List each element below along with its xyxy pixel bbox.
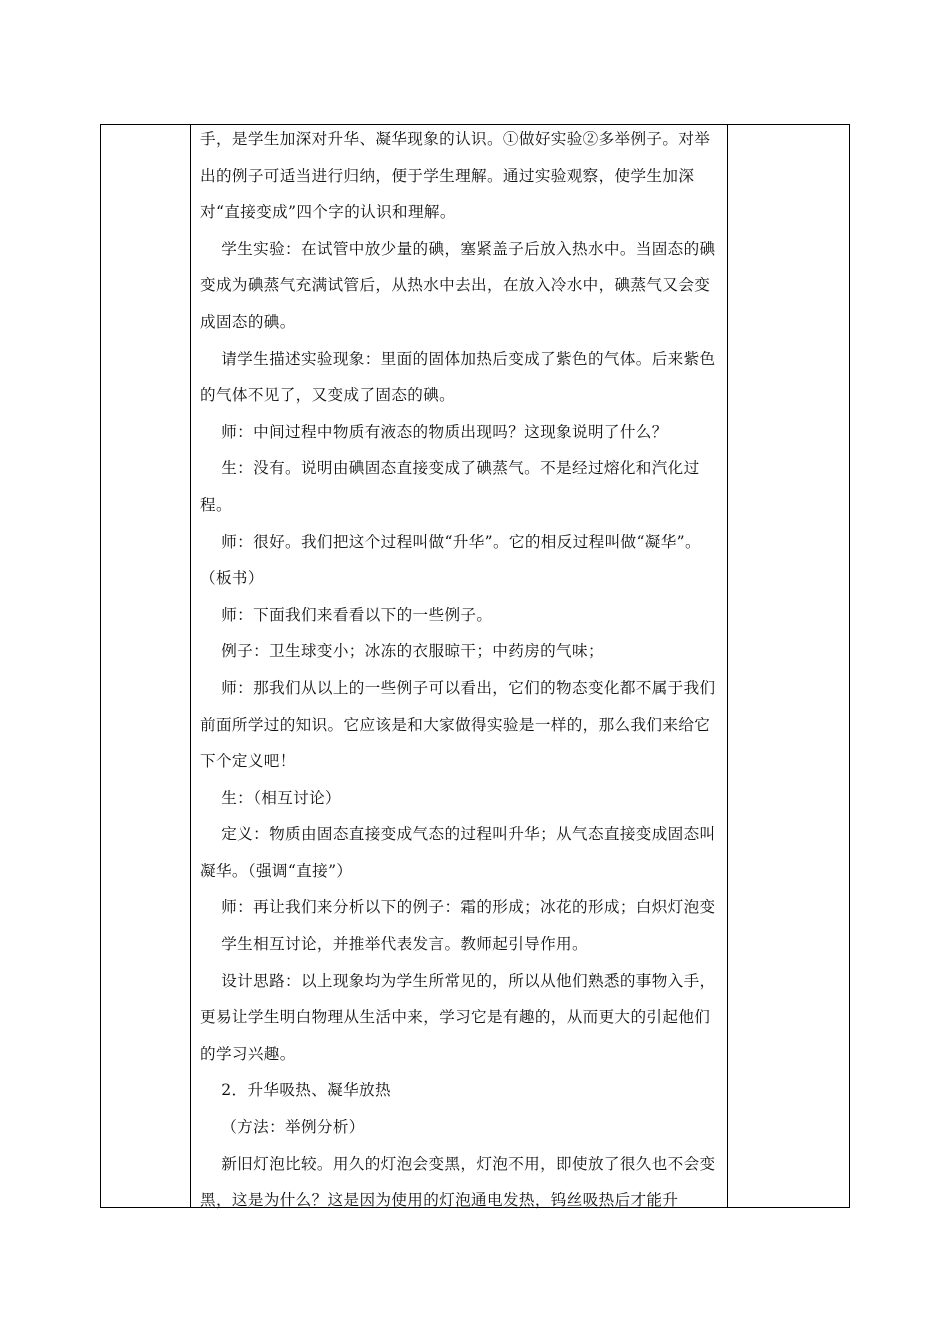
paragraph-student-experiment: 学生实验：在试管中放少量的碘，塞紧盖子后放入热水中。当固态的碘变成为碘蒸气充满试管后，从热水中去出，在放入冷水中，碘蒸气又会变成固态的碘。 [200,239,716,331]
paragraph-student-speak: 学生相互讨论，并推举代表发言。教师起引导作用。 [200,935,588,954]
lesson-content-cell [200,125,724,1219]
paragraph-teacher-definition-lead: 师：那我们从以上的一些例子可以看出，它们的物态变化都不属于我们前面所学过的知识。它应该是和大家做得实验是一样的，那么我们来给它下个定义吧！ [200,678,716,771]
lesson-table [100,124,850,1208]
paragraph-examples: 例子：卫生球变小；冰冻的衣服晾干；中药房的气味； [200,642,604,661]
paragraph-teacher-sublimation: 师：很好。我们把这个过程叫做“升华”。它的相反过程叫做“凝华”。（板书） [200,532,701,588]
paragraph-teacher-analysis: 师：再让我们来分析以下的例子：霜的形成；冰花的形成；白炽灯泡变 [200,898,716,917]
paragraph-definition: 定义：物质由固态直接变成气态的过程叫升华；从气态直接变成固态叫凝华。（强调“直接”） [200,825,716,880]
paragraph-student-answer: 生：没有。说明由碘固态直接变成了碘蒸气。不是经过熔化和汽化过程。 [200,459,700,514]
paragraph-design-note: 手，是学生加深对升华、凝华现象的认识。①做好实验②多举例子。对举出的例子可适当进行归纳，便于学生理解。通过实验观察，使学生加深对“直接变成”四个字的认识和理解。 [200,130,711,222]
paragraph-design-idea: 设计思路：以上现象均为学生所常见的，所以从他们熟悉的事物入手，更易让学生明白物理从生活中来，学习它是有趣的，从而更大的引起他们的学习兴趣。 [200,971,716,1063]
right-column-divider [727,125,728,1207]
paragraph-teacher-examples: 师：下面我们来看看以下的一些例子。 [200,605,493,624]
paragraph-describe-phenomenon: 请学生描述实验现象：里面的固体加热后变成了紫色的气体。后来紫色的气体不见了，又变成了固态的碘。 [200,349,716,405]
paragraph-bulb-comparison: 新旧灯泡比较。用久的灯泡会变黑，灯泡不用，即使放了很久也不会变黑，这是为什么？这是因为使用的灯泡通电发热，钨丝吸热后才能升 [200,1154,716,1210]
paragraph-method: （方法：举例分析） [200,1118,365,1137]
section-heading: 2．升华吸热、凝华放热 [200,1081,391,1100]
paragraph-teacher-question: 师：中间过程中物质有液态的物质出现吗？这现象说明了什么？ [200,422,668,441]
left-column-divider [190,125,191,1207]
paragraph-student-discussion: 生：（相互讨论） [200,788,341,807]
